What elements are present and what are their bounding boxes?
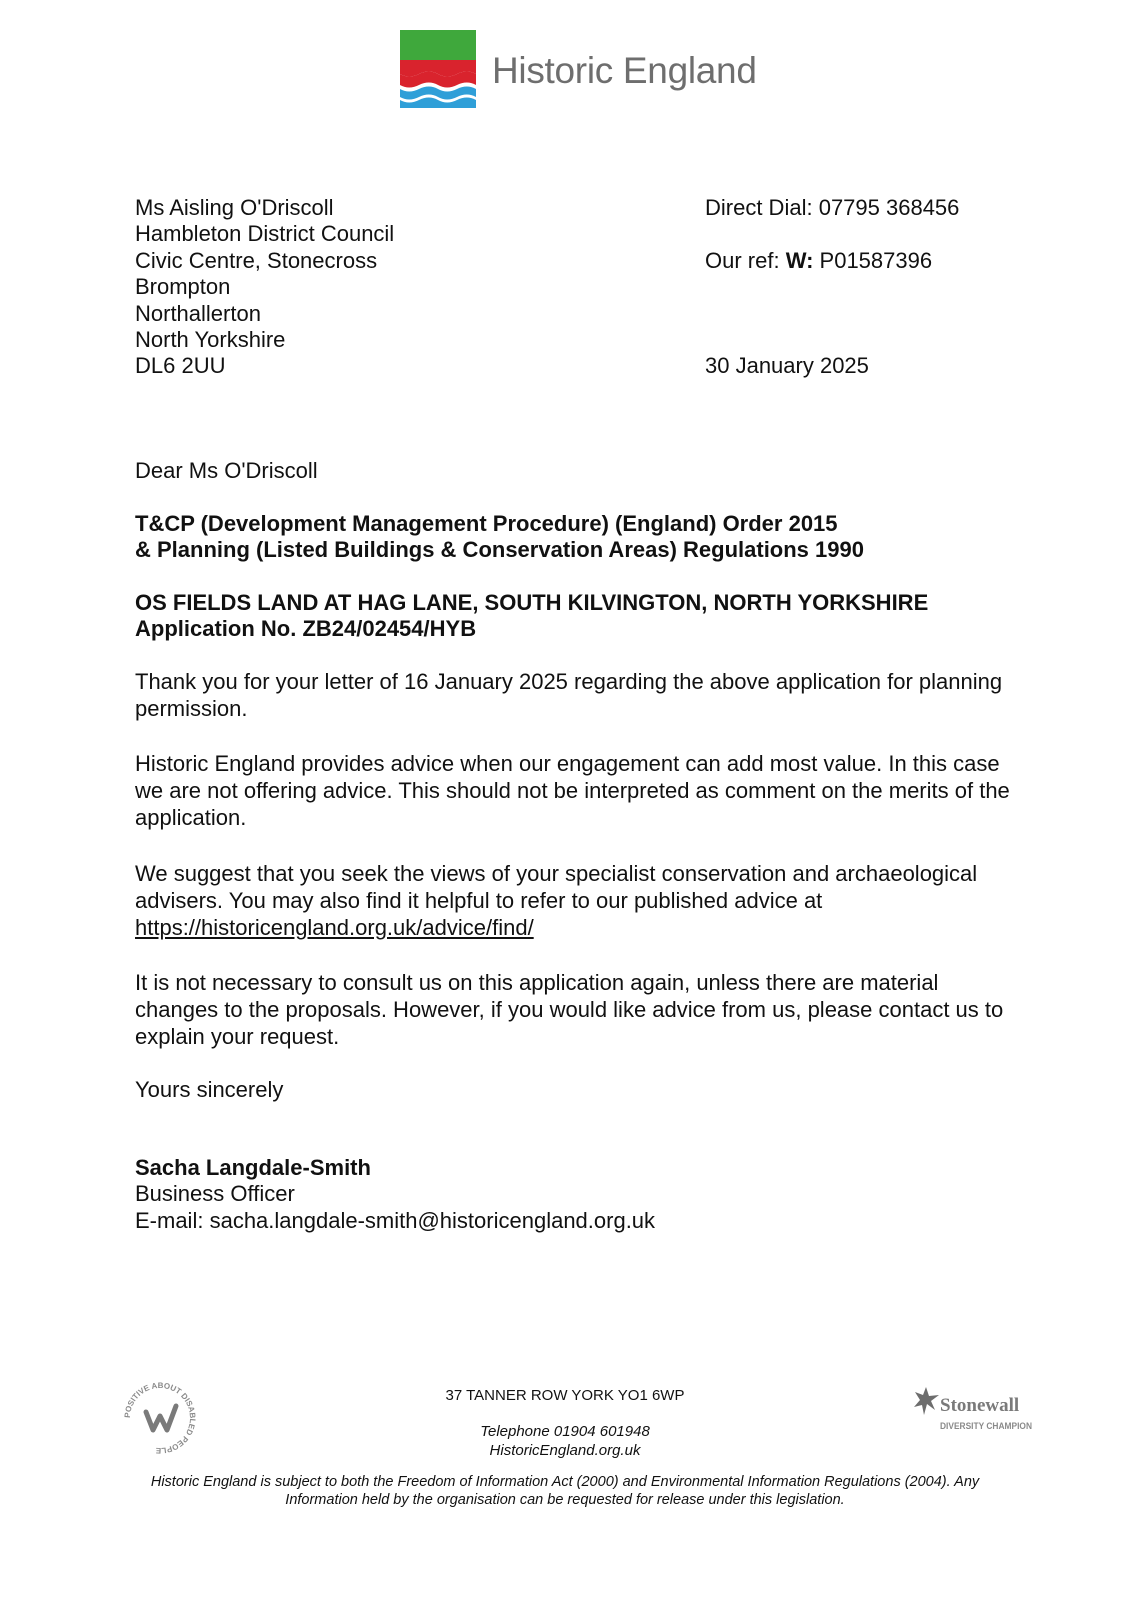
recipient-name: Ms Aisling O'Driscoll (135, 195, 334, 220)
recipient-county: North Yorkshire (135, 327, 286, 353)
logo-wordmark: Historic England (492, 50, 757, 91)
signatory-email (135, 1208, 655, 1234)
stonewall-tagline: DIVERSITY CHAMPION (940, 1421, 1032, 1431)
recipient-address (135, 195, 394, 380)
recipient-organisation: Hambleton District Council (135, 221, 395, 247)
paragraph-reconsult: It is not necessary to consult us on this application again, unless there are material changes to the proposals. However, if you would like advice from us, please contact us to explain your request. (135, 970, 1004, 1049)
direct-dial (705, 195, 959, 221)
footer-contact (300, 1422, 830, 1460)
footer-website[interactable]: HistoricEngland.org.uk (489, 1442, 641, 1459)
site-heading (135, 590, 928, 643)
paragraph-specialist-text: We suggest that you seek the views of your specialist conservation and archaeological advisers. You may also find it helpful to refer to our published advice at (135, 861, 978, 913)
email-label: E-mail: (135, 1207, 204, 1233)
historic-england-emblem-icon (400, 30, 476, 108)
positive-logo-ring-text: POSITIVE ABOUT DISABLED PEOPLE (122, 1380, 198, 1456)
advice-link[interactable]: https://historicengland.org.uk/advice/find/ (135, 915, 534, 940)
historic-england-logo (400, 30, 757, 110)
letter-date: 30 January 2025 (705, 353, 869, 378)
email-address[interactable]: sacha.langdale-smith@historicengland.org.uk (209, 1207, 656, 1233)
signatory-block (135, 1155, 655, 1234)
legislation-line2: & Planning (Listed Buildings & Conservation Areas) Regulations 1990 (135, 537, 864, 563)
stonewall-star-icon (914, 1387, 939, 1415)
stonewall-diversity-champion-logo-icon (912, 1385, 1034, 1441)
footer-telephone: Telephone 01904 601948 (480, 1423, 650, 1440)
recipient-address-line2: Brompton (135, 274, 231, 300)
footer-address: 37 TANNER ROW YORK YO1 6WP (445, 1387, 685, 1404)
our-ref-prefix: W: (785, 248, 814, 273)
our-reference (705, 248, 932, 274)
logo-blue-wave (400, 87, 476, 100)
application-number: Application No. ZB24/02454/HYB (135, 616, 477, 642)
our-ref-value: P01587396 (819, 248, 933, 273)
direct-dial-value: 07795 368456 (818, 195, 960, 220)
signatory-title: Business Officer (135, 1181, 295, 1207)
paragraph-thanks: Thank you for your letter of 16 January 2025 regarding the above application for planning permission. (135, 669, 1003, 721)
paragraph-specialist-advisers (135, 860, 1015, 941)
foi-notice: Historic England is subject to both the Freedom of Information Act (2000) and Environmental Information Regulations (2004). Any Information held by the organisation can be requested for release under this legislation. (150, 1474, 980, 1508)
stonewall-wordmark: Stonewall (940, 1395, 1020, 1416)
site-address: OS FIELDS LAND AT HAG LANE, SOUTH KILVINGTON, NORTH YORKSHIRE (135, 590, 929, 615)
closing: Yours sincerely (135, 1077, 284, 1102)
recipient-postcode: DL6 2UU (135, 353, 226, 379)
salutation: Dear Ms O'Driscoll (135, 458, 318, 483)
positive-logo-ticks (146, 1406, 176, 1430)
paragraph-no-advice: Historic England provides advice when our engagement can add most value. In this case we are not offering advice. This should not be interpreted as comment on the merits of the application. (135, 751, 1010, 830)
our-ref-label: Our ref: (705, 248, 780, 273)
legislation-line1: T&CP (Development Management Procedure) (England) Order 2015 (135, 511, 838, 536)
legislation-heading (135, 511, 864, 564)
direct-dial-label: Direct Dial: (705, 195, 813, 220)
logo-green-band (400, 30, 476, 60)
signatory-name: Sacha Langdale-Smith (135, 1155, 371, 1180)
recipient-town: Northallerton (135, 300, 261, 326)
recipient-address-line1: Civic Centre, Stonecross (135, 247, 378, 273)
positive-about-disabled-people-logo-icon (120, 1378, 200, 1458)
